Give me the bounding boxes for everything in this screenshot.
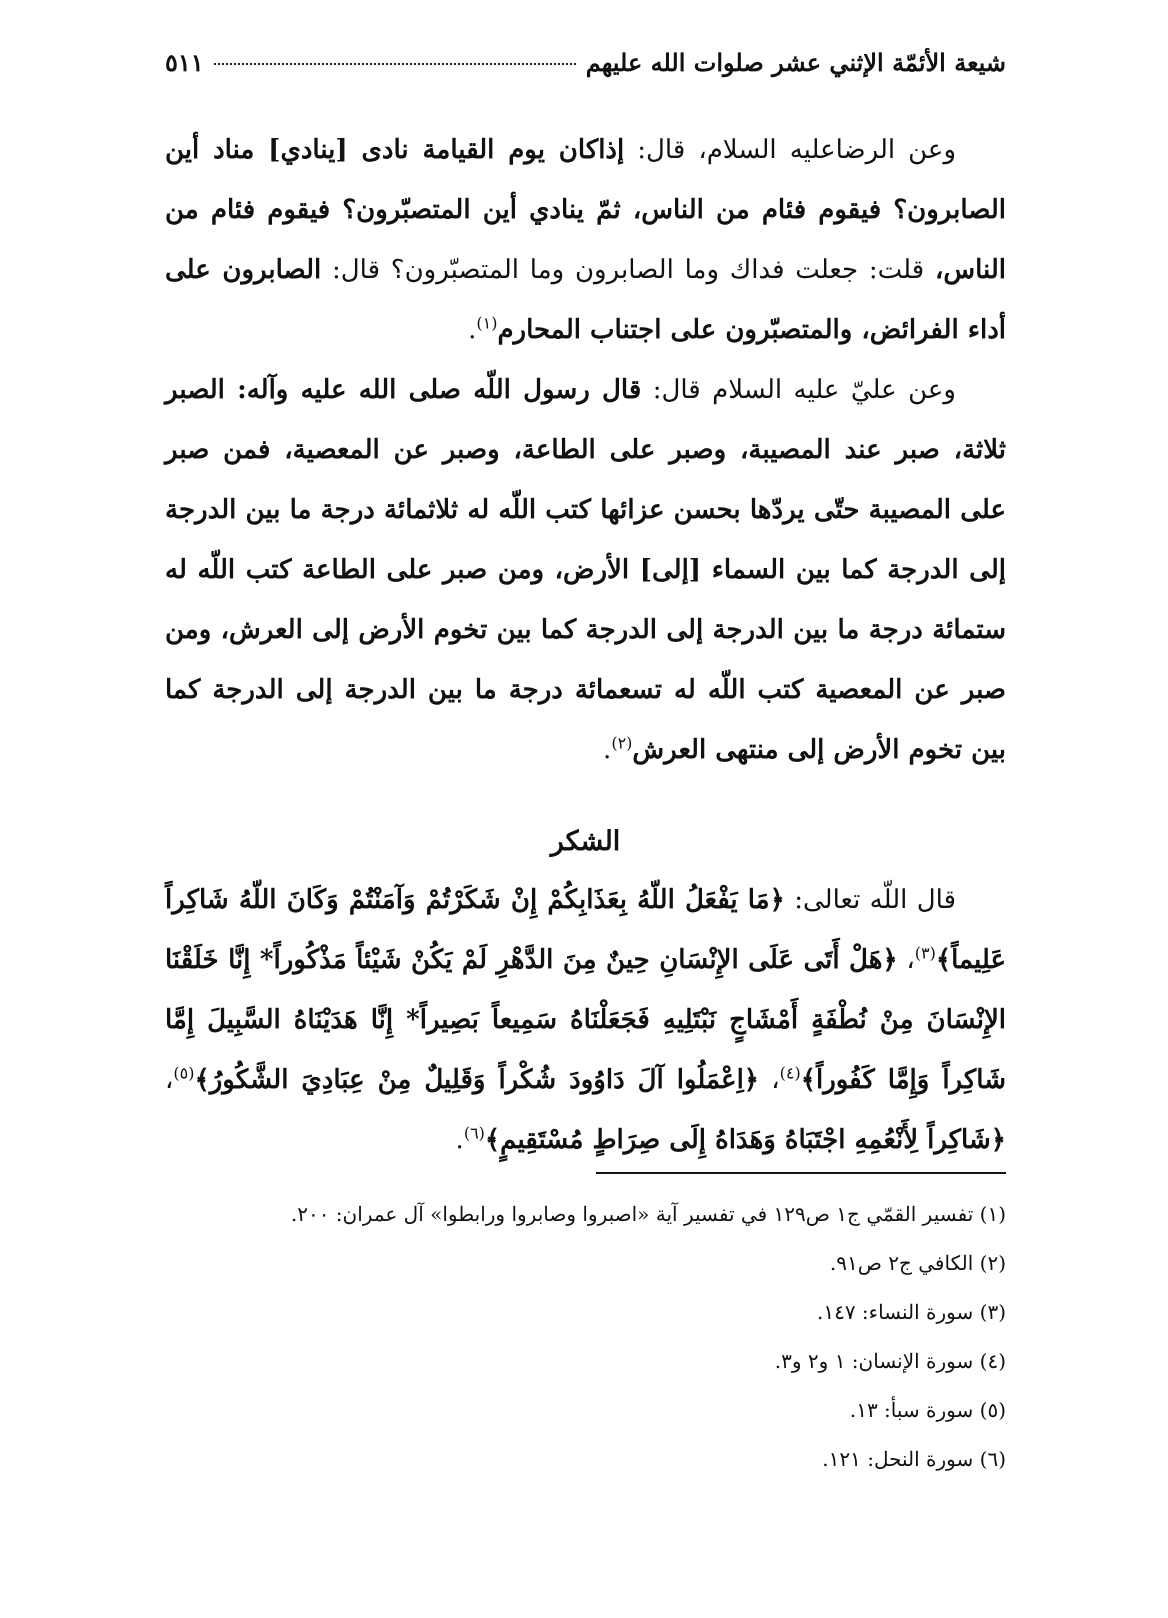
separator-comma: ، bbox=[165, 1065, 174, 1095]
footnote-ref-6[interactable]: (٦) bbox=[463, 1123, 485, 1143]
footnote-3: (٣) سورة النساء: ١٤٧. bbox=[816, 1300, 1006, 1324]
quran-verse: ﴿اِعْمَلُوا آلَ دَاوُودَ شُكْراً وَقَلِيلٌ مِنْ عِبَادِيَ الشَّكُورُ﴾ bbox=[194, 1065, 760, 1095]
separator-comma: ، bbox=[897, 945, 915, 975]
header-title: شيعة الأئمّة الإثني عشر صلوات الله عليهم bbox=[585, 48, 1006, 77]
footnote-ref-3[interactable]: (٣) bbox=[914, 943, 936, 963]
paragraph-rida-patience bbox=[165, 120, 1006, 360]
paragraph-gratitude-verses bbox=[165, 870, 1006, 1170]
hadith-text-bold: إذاكان يوم القيامة نادى [ينادي] مناد أين الصابرون؟ فيقوم فئام من الناس، ثمّ ينادي أين المتصبّرون؟ فيقوم فئام من الناس، bbox=[165, 135, 1006, 285]
quran-verse: ﴿مَا يَفْعَلُ اللّهُ بِعَذَابِكُمْ إِنْ شَكَرْتُمْ وَآمَنْتُمْ وَكَانَ اللّهُ شَاكِراً عَلِيماً﴾ bbox=[165, 885, 1006, 975]
footnote-ref-5[interactable]: (٥) bbox=[173, 1063, 195, 1083]
header-dot-leader bbox=[214, 63, 576, 65]
main-text bbox=[165, 120, 1006, 1170]
footnote-4: (٤) سورة الإنسان: ١ و٢ و٣. bbox=[774, 1349, 1006, 1373]
page-number: ٥١١ bbox=[165, 48, 204, 77]
quran-verse: ﴿هَلْ أَتَى عَلَى الإِنْسَانِ حِينٌ مِنَ الدَّهْرِ لَمْ يَكُنْ شَيْئاً مَذْكُوراً* إِنَّا خَلَقْنَا الإِنْسَانَ مِنْ نُطْفَةٍ أَمْشَاجٍ نَبْتَلِيهِ فَجَعَلْنَاهُ سَمِيعاً بَصِيراً* إِنَّا هَدَيْنَاهُ السَّبِيلَ إِمَّا شَاكِراً وَإِمَّا كَفُوراً﴾ bbox=[165, 945, 1006, 1095]
running-header bbox=[165, 48, 1006, 88]
section-heading: الشكر bbox=[550, 826, 621, 857]
footnote-ref-4[interactable]: (٤) bbox=[779, 1063, 801, 1083]
footnote-separator bbox=[596, 1172, 1006, 1174]
paragraph-ali-patience bbox=[165, 360, 1006, 780]
separator-comma: ، bbox=[759, 1065, 780, 1095]
quran-verse: ﴿شَاكِراً لِأَنْعُمِهِ اجْتَبَاهُ وَهَدَاهُ إِلَى صِرَاطٍ مُسْتَقِيمٍ﴾ bbox=[484, 1125, 1006, 1155]
text-segment: وعن الرضاعليه السلام، قال: bbox=[624, 135, 956, 165]
text-segment: . bbox=[603, 735, 612, 765]
footnote-5: (٥) سورة سبأ: ١٣. bbox=[849, 1398, 1006, 1422]
text-segment: قال اللّه تعالى: bbox=[784, 885, 957, 915]
footnote-6: (٦) سورة النحل: ١٢١. bbox=[822, 1447, 1006, 1471]
text-segment: . bbox=[468, 315, 477, 345]
footnote-ref-2[interactable]: (٢) bbox=[611, 733, 633, 753]
footnote-ref-1[interactable]: (١) bbox=[476, 313, 498, 333]
hadith-text-bold: الصابرون على أداء الفرائض، والمتصبّرون على اجتناب المحارم bbox=[165, 255, 1006, 345]
text-segment: وعن عليّ عليه السلام قال: bbox=[641, 375, 956, 405]
footnote-1: (١) تفسير القمّي ج١ ص١٢٩ في تفسير آية «اصبروا وصابروا ورابطوا» آل عمران: ٢٠٠. bbox=[290, 1202, 1006, 1226]
footnotes bbox=[165, 1190, 1006, 1484]
hadith-text-bold: قال رسول اللّه صلى الله عليه وآله: الصبر ثلاثة، صبر عند المصيبة، وصبر على الطاعة، وصبر عن المعصية، فمن صبر على المصيبة حتّى يردّها بحسن عزائها كتب اللّه له ثلاثمائة درجة ما بين الدرجة إلى الدرجة كما بين السماء [إلى] الأرض، ومن صبر على الطاعة كتب اللّه له ستمائة درجة ما بين الدرجة إلى الدرجة كما بين تخوم الأرض إلى العرش، ومن صبر عن المعصية كتب اللّه له تسعمائة درجة ما بين الدرجة إلى الدرجة كما بين تخوم الأرض إلى منتهى العرش bbox=[165, 375, 1006, 765]
text-segment: قلت: جعلت فداك وما الصابرون وما المتصبّرون؟ قال: bbox=[321, 255, 935, 285]
footnote-2: (٢) الكافي ج٢ ص٩١. bbox=[829, 1251, 1006, 1275]
text-segment: . bbox=[455, 1125, 464, 1155]
